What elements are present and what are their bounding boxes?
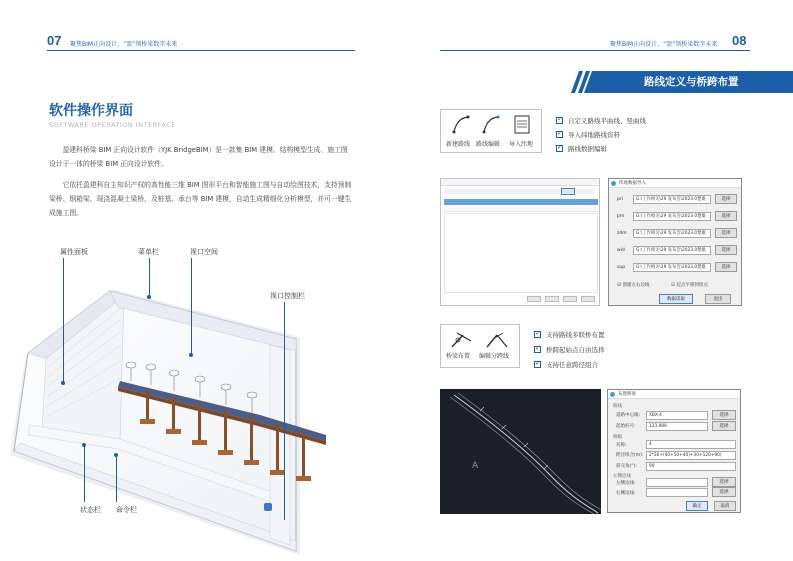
skew-angle-field[interactable]: 90: [646, 462, 736, 471]
window-button[interactable]: [581, 296, 595, 302]
leader-property-panel: [63, 258, 64, 382]
leader-dot: [114, 453, 118, 457]
import-file-label: zdm: [617, 231, 627, 236]
leader-dot: [147, 295, 151, 299]
right-edge-field[interactable]: [646, 488, 708, 497]
feature-item: ✓支持任意跨径组合: [534, 360, 598, 369]
leader-dot: [82, 443, 86, 447]
left-header-rule: [47, 50, 355, 51]
cad-viewport[interactable]: [440, 389, 601, 514]
add-button[interactable]: [561, 188, 575, 195]
import-file-label: sup: [617, 265, 626, 270]
callout-viewport-control: 视口控制栏: [270, 292, 305, 300]
import-file-path-field[interactable]: G:\工作相关\29 发布会\2023.0楚雄: [633, 246, 711, 255]
import-file-label: pm: [617, 214, 625, 219]
start-station-label: 起始桩号:: [616, 424, 636, 429]
group-route: 路线: [613, 404, 622, 409]
browse-button[interactable]: 选择: [715, 228, 737, 238]
callout-property-panel: 属性面板: [60, 248, 88, 256]
intro-paragraph: 盈建科桥梁 BIM 正向设计软件（YJK BridgeBIM）是一款集 BIM 建模、结构模型生成、施工图设计于一体的桥梁 BIM 正向设计软件。: [49, 146, 348, 168]
import-file-label: pri: [617, 197, 623, 202]
new-route-button[interactable]: 新建路线: [445, 141, 470, 148]
checkbox-icon: [534, 331, 541, 338]
read-data-button[interactable]: 数据读取: [659, 294, 693, 304]
exit-button[interactable]: 退出: [705, 294, 731, 304]
browse-button[interactable]: 选择: [715, 245, 737, 255]
software-interface-screenshot: [0, 255, 360, 561]
cad-marker-label: A: [472, 461, 479, 471]
select-start-button[interactable]: 选择: [712, 421, 736, 431]
left-page-number: 07: [47, 33, 62, 48]
import-file-path-field[interactable]: G:\工作相关\29 发布会\2023.0楚雄: [633, 195, 711, 204]
group-bridge: 桥幅: [613, 435, 622, 440]
left-edge-label: 左侧边线:: [616, 481, 636, 486]
callout-status-bar: 状态栏: [80, 506, 101, 514]
leader-command-bar: [116, 455, 117, 502]
left-page-header-title: 聚焦BIM正向设计，“盈”领桥梁数字未来: [70, 41, 178, 48]
move-to-origin-checkbox[interactable]: ☑ 起点平移到原点: [671, 283, 708, 288]
window-button[interactable]: [545, 296, 559, 302]
callout-command-bar: 命令栏: [116, 506, 137, 514]
route-label: 道路中心线:: [616, 413, 641, 418]
window-titlebar: [441, 179, 599, 186]
import-file-path-field[interactable]: G:\工作相关\29 发布会\2023.0楚雄: [633, 229, 711, 238]
browse-button[interactable]: 选择: [715, 211, 737, 221]
checkbox-icon: [556, 145, 563, 152]
feature-item: ✓导入纬地路线资料: [556, 130, 620, 139]
feature-item: ✓支持路线多联桥布置: [534, 330, 605, 339]
callout-viewport: 视口空间: [190, 248, 218, 256]
weidi-import-dialog: [608, 178, 742, 306]
callout-menu-bar: 菜单栏: [138, 248, 159, 256]
dialog-titlebar: 布置桥梁: [608, 390, 740, 399]
route-plan-drawing: [440, 389, 601, 514]
window-button[interactable]: [563, 296, 577, 302]
group-side: 左侧边线: [613, 474, 631, 479]
leader-dot: [61, 381, 65, 385]
right-page-number: 08: [732, 33, 747, 48]
import-file-label: wid: [617, 248, 625, 253]
checkbox-icon: [556, 131, 563, 138]
browse-button[interactable]: 选择: [715, 194, 737, 204]
import-weidi-button[interactable]: 导入纬地: [508, 141, 533, 148]
app-icon: [611, 181, 616, 186]
feature-item: ✓桥跨起始点自由选择: [534, 345, 605, 354]
feature-paragraph: 它依托盈建科自主知识产权的高性能三维 BIM 图形平台和智能施工图与自动绘图技术，支持预制梁桥、钢箱梁、现浇混凝土梁桥，及桩基、承台等 BIM 建模，自动生成精细化分析模型，并可一键生成施工图。: [49, 181, 352, 217]
span-combo-field[interactable]: 2*30+(40+50+40)+30+120+90): [646, 451, 736, 460]
edit-route-button[interactable]: 路线编辑: [475, 141, 500, 148]
select-left-edge-button[interactable]: 选择: [712, 477, 736, 487]
import-file-path-field[interactable]: G:\工作相关\29 发布会\2023.0楚雄: [633, 263, 711, 272]
right-header-rule: [440, 50, 750, 51]
cancel-button[interactable]: 取消: [714, 501, 736, 511]
leader-viewport: [191, 258, 192, 354]
feature-item: ✓自定义路线平曲线、竖曲线: [556, 116, 646, 125]
skew-angle-label: 斜交角(°):: [616, 464, 637, 469]
checkbox-icon: [556, 117, 563, 124]
leader-menu-bar: [149, 258, 150, 296]
name-label: 名称:: [616, 443, 627, 448]
bridge-layout-button[interactable]: 桥梁布置: [445, 353, 470, 360]
checkbox-icon: [534, 346, 541, 353]
route-data-window: [440, 178, 600, 306]
leader-dot: [189, 353, 193, 357]
span-combo-label: 跨径组合(m):: [616, 453, 644, 458]
table-row[interactable]: [444, 206, 598, 212]
left-edge-field[interactable]: [646, 478, 708, 487]
feature-item: ✓路线数据编辑: [556, 144, 607, 153]
select-right-edge-button[interactable]: 选择: [712, 487, 736, 497]
route-field[interactable]: XBX-4: [646, 411, 708, 420]
bridge-toolbar: [440, 324, 520, 368]
ok-button[interactable]: 确定: [686, 501, 708, 511]
bridge-span-dialog: [607, 389, 741, 513]
import-file-path-field[interactable]: G:\工作相关\29 发布会\2023.0楚雄: [633, 212, 711, 221]
table-body: [444, 213, 598, 293]
edit-span-line-button[interactable]: 编辑分跨线: [478, 353, 509, 360]
right-page-header-title: 聚焦BIM正向设计，“盈”领桥梁数字未来: [610, 41, 718, 48]
start-station-field[interactable]: 123.989: [646, 422, 708, 431]
section-title-banner: 路线定义与桥跨布置: [592, 71, 793, 93]
table-header: [444, 199, 598, 205]
name-field[interactable]: 4: [646, 440, 736, 449]
select-route-button[interactable]: 选择: [712, 410, 736, 420]
checkbox-icon: [534, 361, 541, 368]
leader-viewport-control: [284, 302, 285, 520]
section-heading-en: SOFTWARE OPERATION INTERFACE: [49, 121, 176, 129]
create-edges-checkbox[interactable]: ☑ 创建左右边线: [617, 283, 650, 288]
app-icon: [610, 392, 615, 397]
section-heading: 软件操作界面: [49, 103, 133, 119]
leader-status-bar: [84, 445, 85, 502]
dialog-titlebar: 纬地数据导入: [609, 179, 741, 188]
window-button[interactable]: [527, 296, 541, 302]
browse-button[interactable]: 选择: [715, 262, 737, 272]
right-edge-label: 右侧边线:: [616, 491, 636, 496]
